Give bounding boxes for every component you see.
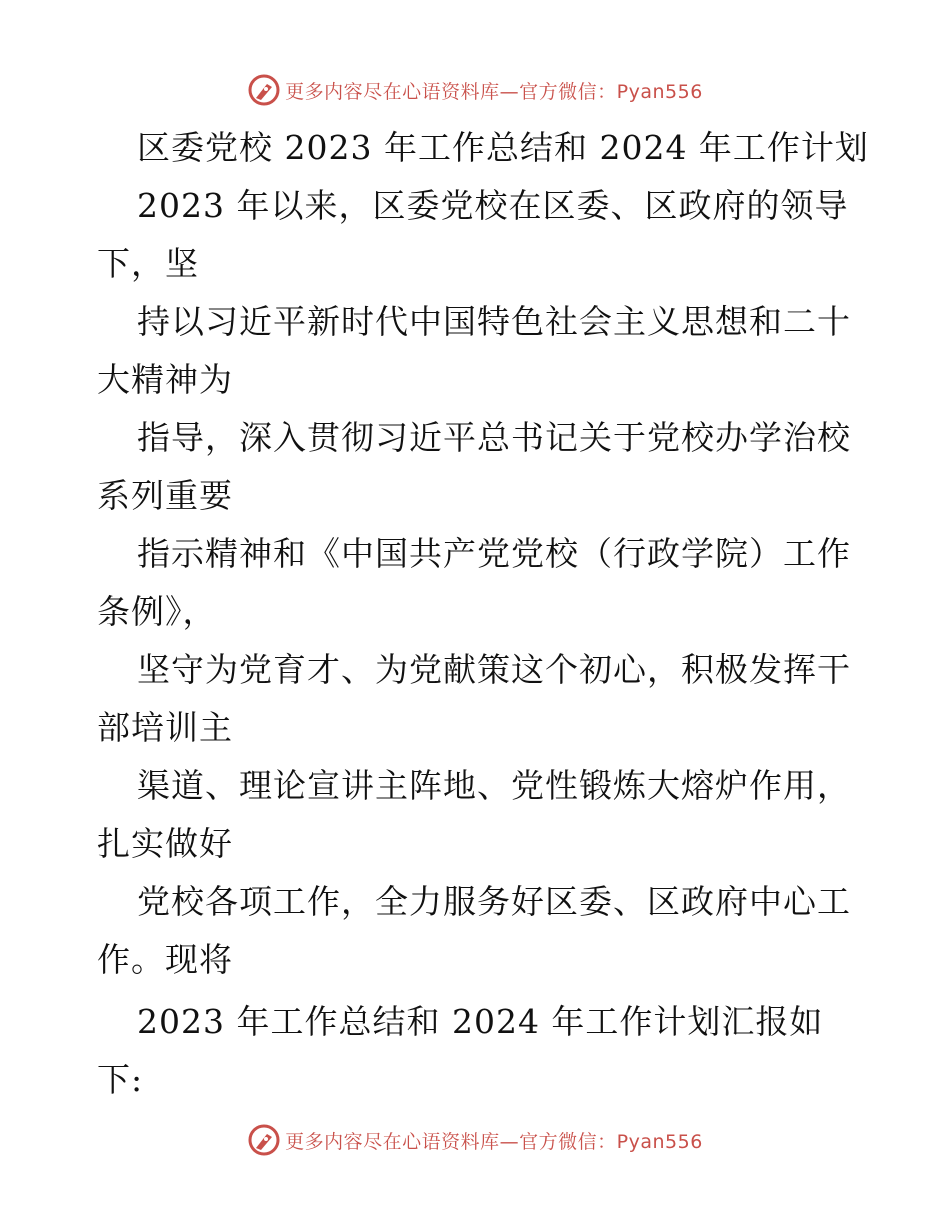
paragraph-line: 部培训主 [97, 708, 233, 747]
paragraph-line: 扎实做好 [97, 824, 233, 863]
footer-watermark [0, 1120, 950, 1160]
pen-nib-circle-icon [247, 73, 281, 107]
paragraph-line: 指示精神和《中国共产党党校（行政学院）工作 [137, 534, 851, 573]
paragraph-line: 坚守为党育才、为党献策这个初心，积极发挥干 [137, 650, 851, 689]
pen-nib-circle-icon [247, 1123, 281, 1157]
paragraph-line: 作。现将 [97, 940, 233, 979]
paragraph-line: 持以习近平新时代中国特色社会主义思想和二十 [137, 302, 851, 341]
paragraph-line: 下: [97, 1060, 144, 1099]
paragraph-line: 系列重要 [97, 476, 233, 515]
document-title: 区委党校 2023 年工作总结和 2024 年工作计划 [137, 128, 869, 167]
watermark-text: 更多内容尽在心语资料库—官方微信：Pyan556 [285, 80, 703, 103]
paragraph-line: 下，坚 [97, 244, 199, 283]
header-watermark [0, 70, 950, 110]
paragraph-line: 2023 年工作总结和 2024 年工作计划汇报如 [137, 1002, 824, 1041]
paragraph-line: 大精神为 [97, 360, 233, 399]
paragraph-line: 指导，深入贯彻习近平总书记关于党校办学治校 [137, 418, 851, 457]
paragraph-line: 2023 年以来，区委党校在区委、区政府的领导 [137, 186, 849, 225]
paragraph-line: 渠道、理论宣讲主阵地、党性锻炼大熔炉作用， [137, 766, 851, 805]
watermark-text: 更多内容尽在心语资料库—官方微信：Pyan556 [285, 1130, 703, 1153]
paragraph-line: 条例》， [97, 592, 217, 631]
paragraph-line: 党校各项工作，全力服务好区委、区政府中心工 [137, 882, 851, 921]
